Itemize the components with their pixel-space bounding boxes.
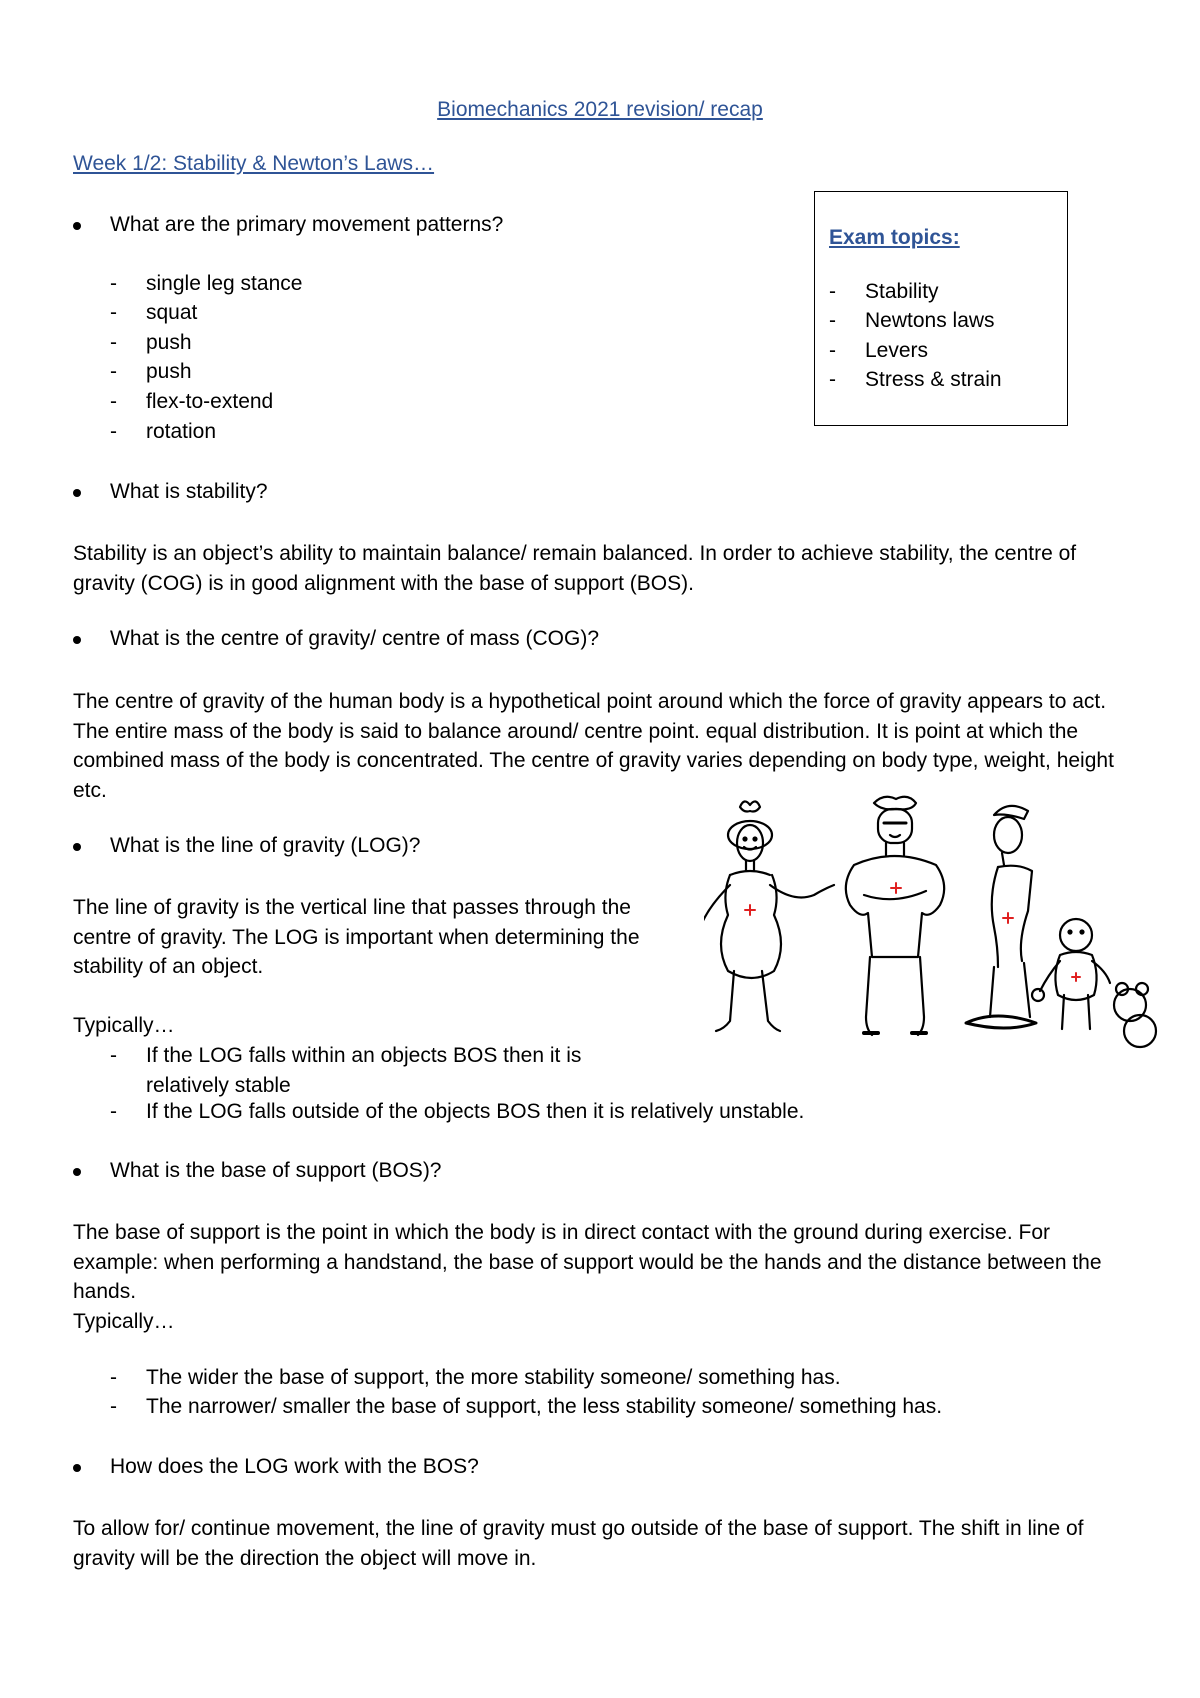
answer-base-of-support: The base of support is the point in which the body is in direct contact with the ground during exercise. For example: when performing a handstand, the base of support would be the hands and the distance between the hands.: [73, 1221, 1102, 1303]
slouched-man-figure: [966, 806, 1036, 1028]
answer-centre-of-gravity: The centre of gravity of the human body is a hypothetical point around which the force of gravity appears to act. The entire mass of the body is said to balance around/ centre point. equal distribution. It is point at which the combined mass of the body is concentrated. The centre of gravity varies depending on body type, weight, height etc.: [73, 690, 1114, 802]
muscular-man-figure: [846, 797, 944, 1035]
cog-marker: [1003, 913, 1013, 923]
answer-stability: Stability is an object’s ability to maintain balance/ remain balanced. In order to achieve stability, the centre of gravity (COG) is in good alignment with the base of support (BOS).: [73, 542, 1077, 595]
week-heading: Week 1/2: Stability & Newton’s Laws…: [73, 152, 435, 175]
exam-topics-box: Exam topics: - Stability - Newtons laws - Levers - Stress & strain: [814, 191, 1068, 426]
typically-label: Typically…: [73, 1014, 175, 1037]
bullet-icon: [73, 843, 81, 851]
bullet-icon: [73, 1464, 81, 1472]
document-page: Biomechanics 2021 revision/ recap Week 1/2: Stability & Newton’s Laws… Exam topics: - Stability - Newtons laws - Levers - Stress & strain What are the primary movement patterns? - single leg stance - squat - push - push - flex-to-extend - rotation What is stability? Stability is an object’s ability to maintain balance/ remain balanced. In order to achieve stability, the centre of gravity (COG) is in good alignment with the base of support (BOS). What is the centre of gravity/ centre of mass (COG)? The centre of gravity of the human body is a hypothetical point around which the force of gravity appears to act. The entire mass of the body is said to balance around/ centre point. equal distribution. It is point at which the combined mass of the body is concentrated. The centre of gravity varies depending on body type, weight, height etc. What is the line of gravity (LOG)? The line of gravity is the vertical line that passes through the centre of gravity. The LOG is important when determining the stability of an object. Typically… - If the LOG falls within an objects BOS then it is relatively stable - If the LOG falls outside of the objects BOS then it is relatively unstable. What is the base of support (BOS)? The base of support is the point in which the body is in direct contact with the ground during exercise. For example: when performing a handstand, the base of support would be the hands and the distance between the hands. Typically… - The wider the base of support, the more stability someone/ something has. - The narrower/ smaller the base of support, the less stability someone/ something has. How does the LOG work with the BOS? To allow for/ continue movement, the line of gravity must go outside of the base of support. The shift in line of gravity will be the direction the object will move in.: [0, 0, 1200, 1698]
woman-figure: [704, 801, 834, 1031]
bullet-icon: [73, 489, 81, 497]
cog-marker: [745, 905, 755, 915]
answer-log-with-bos: To allow for/ continue movement, the line of gravity must go outside of the base of support. The shift in line of gravity will be the direction the object will move in.: [73, 1517, 1084, 1570]
answer-line-of-gravity: The line of gravity is the vertical line that passes through the centre of gravity. The LOG is important when determining the stability of an object.: [73, 896, 640, 978]
exam-topics-title: Exam topics:: [829, 226, 960, 249]
document-title: Biomechanics 2021 revision/ recap: [437, 98, 763, 121]
baby-figure: [1032, 919, 1156, 1047]
cog-marker: [1072, 973, 1080, 981]
bullet-icon: [73, 222, 81, 230]
body-types-illustration: [704, 795, 1170, 1055]
cog-marker: [891, 883, 901, 893]
bullet-icon: [73, 636, 81, 644]
bullet-icon: [73, 1168, 81, 1176]
typically-label: Typically…: [73, 1310, 175, 1333]
